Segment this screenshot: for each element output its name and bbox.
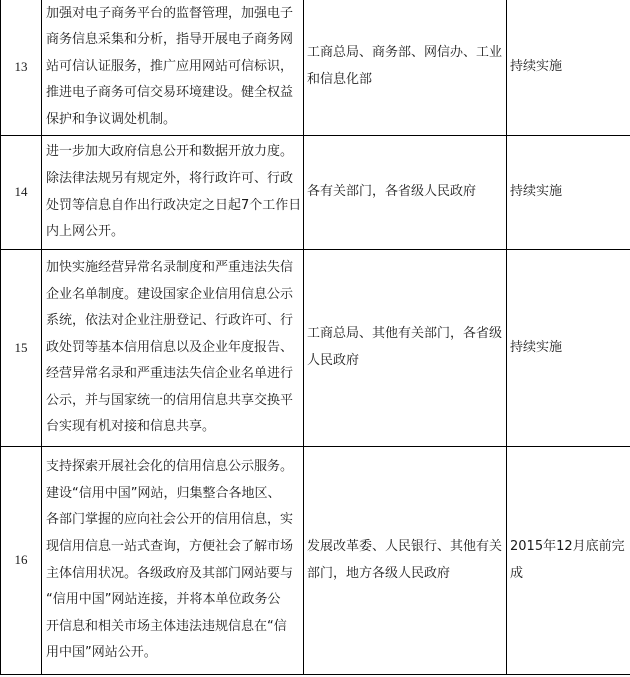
dept-line: 部门，地方各级人民政府 bbox=[307, 565, 451, 581]
task-line: 现信用信息一站式查询，方便社会了解市场 bbox=[46, 538, 294, 554]
task-description bbox=[42, 0, 304, 136]
deadline: 持续实施 bbox=[507, 136, 630, 250]
task-line: 加快实施经营异常名录制度和严重违法失信 bbox=[46, 259, 294, 275]
row-number: 16 bbox=[1, 447, 42, 675]
dept-line: 工商总局、其他有关部门，各省级 bbox=[307, 326, 503, 342]
dept-line: 发展改革委、人民银行、其他有关 bbox=[307, 538, 503, 554]
dept-line: 各有关部门，各省级人民政府 bbox=[307, 184, 477, 200]
table-row bbox=[1, 136, 630, 250]
task-line: 商务信息采集和分析，指导开展电子商务网 bbox=[46, 32, 294, 48]
task-line: 建设“信用中国”网站，归集整合各地区、 bbox=[46, 485, 281, 501]
deadline: 2015年12月底前完成 bbox=[507, 447, 630, 675]
row-number: 15 bbox=[1, 250, 42, 447]
task-line: 除法律法规另有规定外，将行政许可、行政 bbox=[46, 170, 294, 186]
task-line: 处罚等信息自作出行政决定之日起7个工作日 bbox=[46, 197, 302, 213]
task-line: “信用中国”网站连接，并将本单位政务公 bbox=[46, 592, 281, 608]
responsible-departments bbox=[304, 447, 507, 675]
dept-line: 和信息化部 bbox=[307, 72, 373, 87]
table-row bbox=[1, 447, 630, 675]
task-line: 系统，依法对企业注册登记、行政许可、行 bbox=[46, 313, 294, 329]
task-line: 支持探索开展社会化的信用信息公示服务。 bbox=[46, 459, 294, 475]
table-row bbox=[1, 0, 630, 136]
task-line: 各部门掌握的应向社会公开的信用信息，实 bbox=[46, 512, 294, 528]
task-description bbox=[42, 250, 304, 447]
task-line: 经营异常名录和严重违法失信企业名单进行 bbox=[46, 366, 294, 382]
task-description bbox=[42, 136, 304, 250]
task-line: 加强对电子商务平台的监督管理，加强电子 bbox=[46, 5, 294, 21]
responsible-departments bbox=[304, 0, 507, 136]
task-line: 保护和争议调处机制。 bbox=[46, 111, 177, 127]
deadline: 持续实施 bbox=[507, 250, 630, 447]
deadline: 持续实施 bbox=[507, 0, 630, 136]
dept-line: 人民政府 bbox=[307, 353, 360, 368]
task-line: 站可信认证服务，推广应用网站可信标识， bbox=[46, 58, 294, 74]
table-row bbox=[1, 250, 630, 447]
task-description bbox=[42, 447, 304, 675]
table-body bbox=[1, 0, 630, 675]
dept-line: 工商总局、商务部、网信办、工业 bbox=[307, 45, 503, 61]
row-number: 13 bbox=[1, 0, 42, 136]
task-line: 企业名单制度。建设国家企业信用信息公示 bbox=[46, 286, 294, 302]
task-line: 进一步加大政府信息公开和数据开放力度。 bbox=[46, 144, 294, 160]
row-number: 14 bbox=[1, 136, 42, 250]
task-line: 开信息和相关市场主体违法违规信息在“信 bbox=[46, 618, 287, 634]
task-line: 内上网公开。 bbox=[46, 224, 125, 240]
task-line: 台实现有机对接和信息共享。 bbox=[46, 419, 216, 435]
task-line: 政处罚等基本信用信息以及企业年度报告、 bbox=[46, 339, 294, 355]
task-line: 主体信用状况。各级政府及其部门网站要与 bbox=[46, 565, 294, 581]
task-line: 用中国”网站公开。 bbox=[46, 645, 157, 661]
task-line: 推进电子商务可信交易环境建设。健全权益 bbox=[46, 85, 294, 101]
task-line: 公示，并与国家统一的信用信息共享交换平 bbox=[46, 392, 294, 408]
responsible-departments bbox=[304, 250, 507, 447]
responsible-departments bbox=[304, 136, 507, 250]
